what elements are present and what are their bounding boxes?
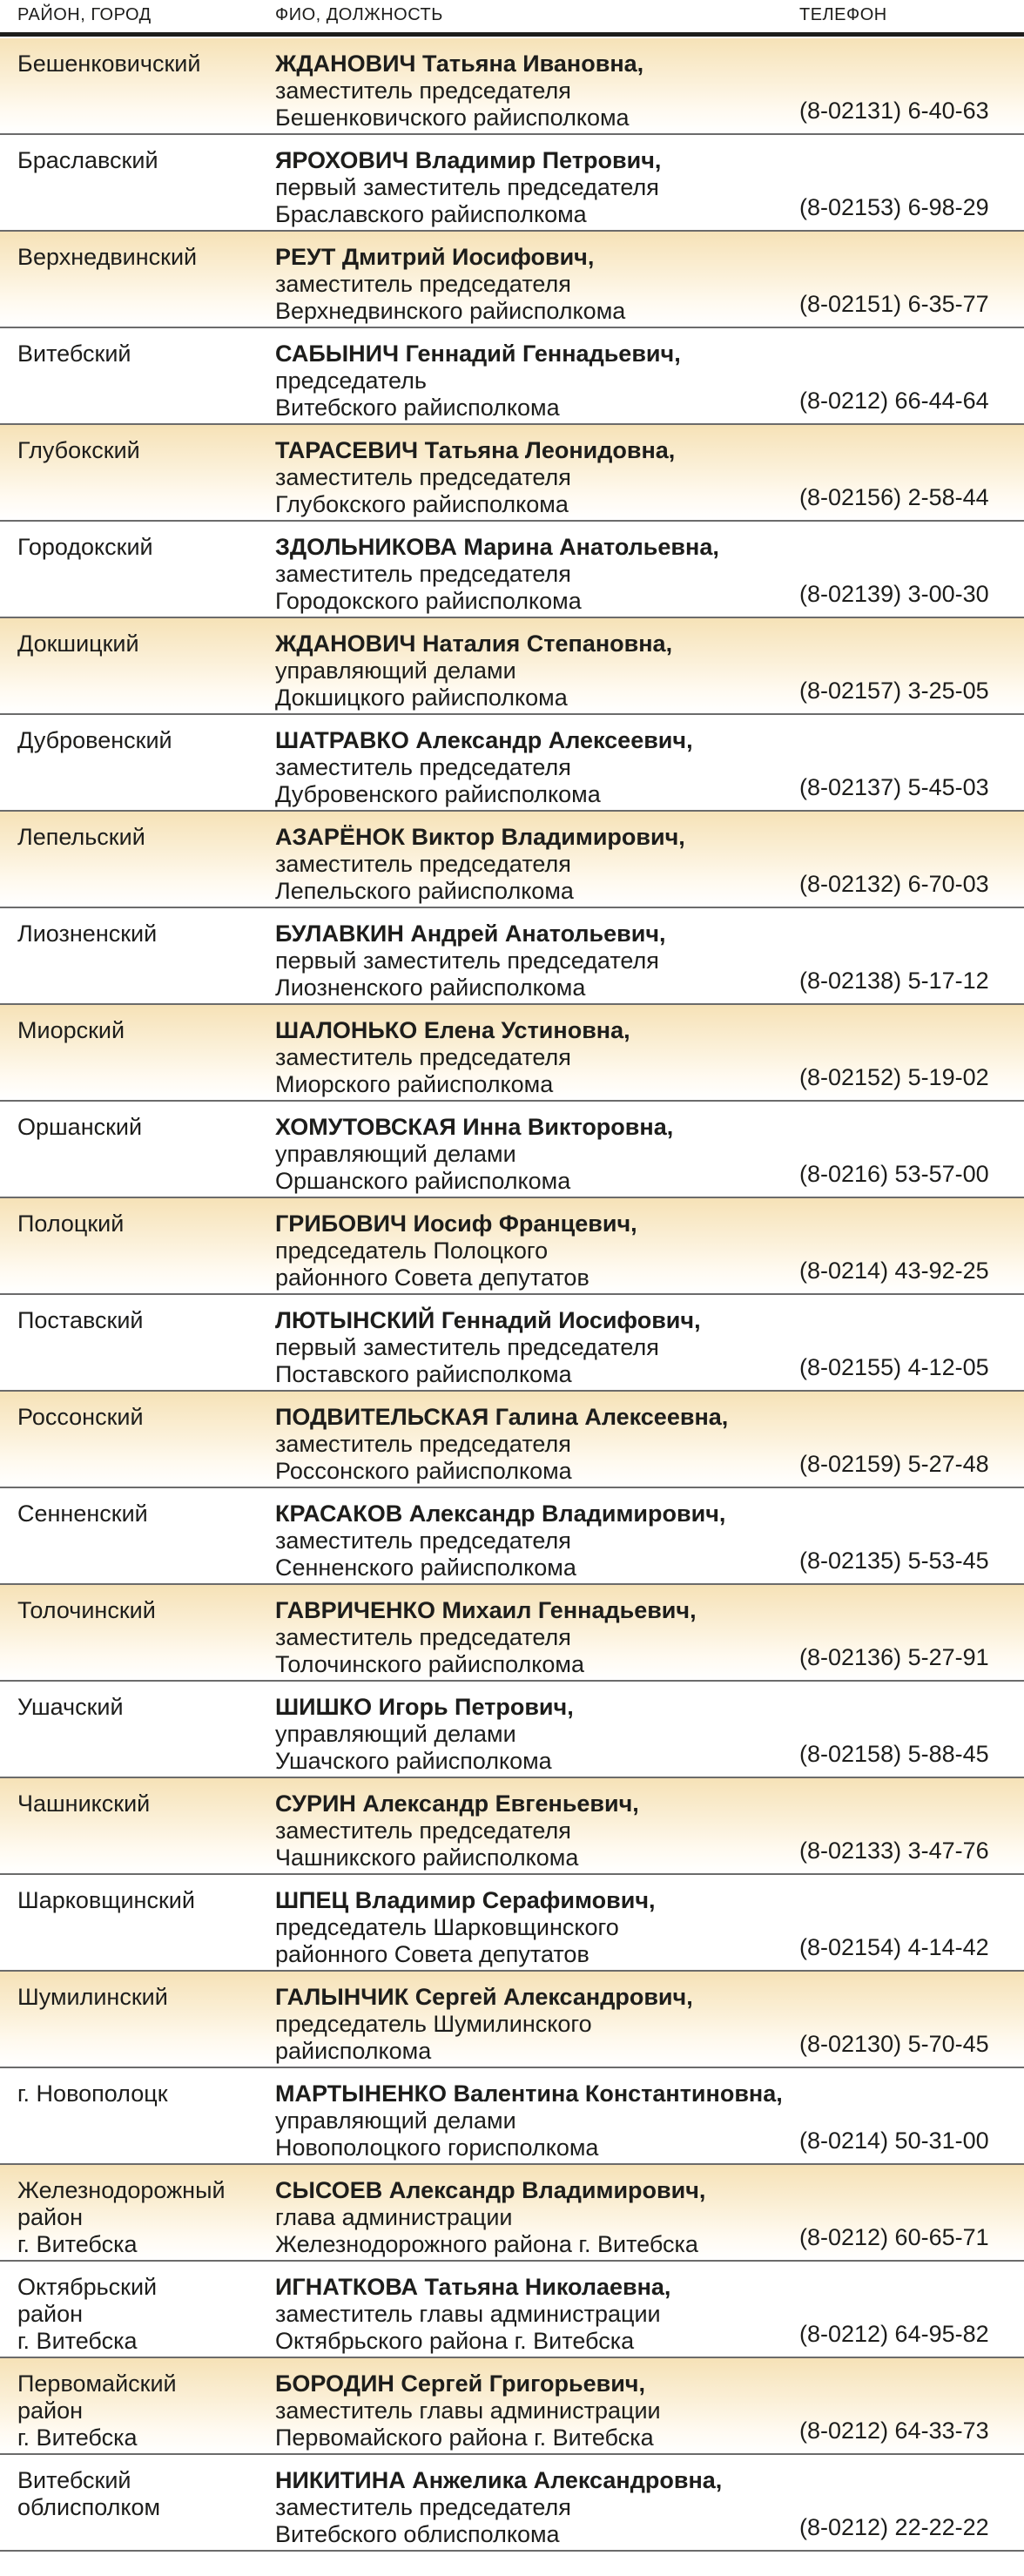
person-position: первый заместитель председателя Поставского райисполкома	[275, 1334, 659, 1387]
table-row	[0, 2165, 1024, 2262]
table-row	[0, 522, 1024, 618]
person-surname: ТАРАСЕВИЧ	[275, 437, 419, 463]
table-row	[0, 1585, 1024, 1682]
district-cell: Октябрьский район г. Витебска	[17, 2274, 158, 2354]
phone-cell: (8-02158) 5-88-45	[799, 1741, 989, 1767]
person-cell	[275, 824, 815, 905]
table-row	[0, 1295, 1024, 1392]
phone-cell: (8-0212) 22-22-22	[799, 2514, 989, 2540]
table-row	[0, 135, 1024, 232]
person-position: заместитель председателя Городокского райисполкома	[275, 561, 582, 614]
person-cell	[275, 1984, 815, 2065]
phone-cell: (8-02137) 5-45-03	[799, 774, 989, 800]
person-position: управляющий делами Оршанского райисполкома	[275, 1141, 571, 1194]
district-cell: Сенненский	[17, 1500, 148, 1527]
table-row	[0, 812, 1024, 908]
person-given-names: Анжелика Александровна,	[412, 2467, 723, 2493]
phone-cell: (8-0214) 50-31-00	[799, 2128, 989, 2154]
district-cell: Оршанский	[17, 1114, 143, 1140]
person-position: заместитель председателя Глубокского райисполкома	[275, 464, 571, 517]
phone-cell: (8-02151) 6-35-77	[799, 291, 989, 317]
district-cell: Докшицкий	[17, 631, 139, 657]
person-position: заместитель председателя Толочинского райисполкома	[275, 1624, 584, 1677]
district-cell: Чашникский	[17, 1790, 151, 1817]
person-surname: ПОДВИТЕЛЬСКАЯ	[275, 1404, 489, 1430]
phone-cell: (8-02154) 4-14-42	[799, 1934, 989, 1960]
person-given-names: Татьяна Леонидовна,	[424, 437, 676, 463]
person-given-names: Игорь Петрович,	[378, 1694, 574, 1720]
person-position: заместитель председателя Верхнедвинского райисполкома	[275, 271, 626, 324]
person-position: председатель Шумилинского райисполкома	[275, 2011, 592, 2064]
table-row	[0, 1488, 1024, 1585]
person-cell	[275, 1790, 815, 1871]
phone-cell: (8-0212) 66-44-64	[799, 388, 989, 414]
person-given-names: Дмитрий Иосифович,	[341, 244, 595, 270]
person-cell	[275, 1500, 815, 1581]
table-row	[0, 715, 1024, 812]
person-cell	[275, 920, 815, 1001]
person-position: управляющий делами Докшицкого райисполкома	[275, 657, 568, 711]
phone-cell: (8-02133) 3-47-76	[799, 1838, 989, 1864]
person-given-names: Инна Викторовна,	[462, 1114, 674, 1140]
table-row	[0, 1102, 1024, 1198]
person-surname: ГРИБОВИЧ	[275, 1210, 408, 1237]
person-cell	[275, 2177, 815, 2258]
person-surname: ЖДАНОВИЧ	[275, 51, 416, 77]
person-surname: ШИШКО	[275, 1694, 373, 1720]
district-cell: Витебский облисполком	[17, 2467, 161, 2520]
phone-cell: (8-0214) 43-92-25	[799, 1258, 989, 1284]
person-surname: ГАВРИЧЕНКО	[275, 1597, 435, 1623]
table-row	[0, 1778, 1024, 1875]
person-given-names: Геннадий Иосифович,	[441, 1307, 701, 1333]
district-cell: Витебский	[17, 341, 131, 367]
district-cell: Городокский	[17, 534, 153, 560]
person-cell	[275, 1210, 815, 1291]
person-position: первый заместитель председателя Лиозненского райисполкома	[275, 947, 659, 1001]
table-row	[0, 1875, 1024, 1972]
person-position: управляющий делами Ушачского райисполкома	[275, 1721, 552, 1774]
table-row	[0, 1682, 1024, 1778]
table-row	[0, 1005, 1024, 1102]
district-cell: Браславский	[17, 147, 158, 173]
person-position: председатель Полоцкого районного Совета депутатов	[275, 1237, 589, 1291]
person-position: управляющий делами Новополоцкого горисполкома	[275, 2107, 599, 2161]
person-surname: СУРИН	[275, 1790, 356, 1817]
person-cell	[275, 631, 815, 711]
person-surname: КРАСАКОВ	[275, 1500, 403, 1527]
person-position: заместитель председателя Чашникского райисполкома	[275, 1817, 579, 1871]
person-surname: ШАЛОНЬКО	[275, 1017, 418, 1043]
person-cell	[275, 244, 815, 325]
person-given-names: Владимир Серафимович,	[354, 1887, 656, 1913]
person-cell	[275, 2274, 815, 2355]
person-given-names: Валентина Константиновна,	[453, 2080, 783, 2107]
district-cell: Ушачский	[17, 1694, 124, 1720]
person-given-names: Елена Устиновна,	[423, 1017, 630, 1043]
person-given-names: Иосиф Францевич,	[413, 1210, 637, 1237]
person-cell	[275, 2467, 815, 2548]
person-position: заместитель председателя Бешенковичского райисполкома	[275, 78, 630, 131]
phone-cell: (8-0212) 64-33-73	[799, 2418, 989, 2444]
phone-cell: (8-02136) 5-27-91	[799, 1644, 989, 1670]
person-cell	[275, 1887, 815, 1968]
phone-cell: (8-02157) 3-25-05	[799, 678, 989, 704]
person-position: заместитель главы администрации Первомайского района г. Витебска	[275, 2397, 661, 2451]
person-surname: БОРОДИН	[275, 2370, 394, 2397]
phone-cell: (8-02139) 3-00-30	[799, 581, 989, 607]
table-header	[0, 0, 1024, 37]
phone-cell: (8-0212) 60-65-71	[799, 2224, 989, 2250]
person-cell	[275, 1017, 815, 1098]
person-cell	[275, 1597, 815, 1678]
district-cell: Шарковщинский	[17, 1887, 195, 1913]
table-row	[0, 2358, 1024, 2455]
district-cell: Шумилинский	[17, 1984, 168, 2010]
phone-cell: (8-02131) 6-40-63	[799, 98, 989, 124]
person-surname: САБЫНИЧ	[275, 341, 400, 367]
table-body	[0, 38, 1024, 2552]
phone-cell: (8-02153) 6-98-29	[799, 194, 989, 220]
header-district: РАЙОН, ГОРОД	[17, 5, 152, 24]
person-given-names: Александр Алексеевич,	[415, 727, 693, 753]
person-surname: АЗАРЁНОК	[275, 824, 405, 850]
district-cell: г. Новополоцк	[17, 2080, 168, 2107]
person-position: заместитель председателя Миорского райисполкома	[275, 1044, 571, 1097]
person-surname: ГАЛЫНЧИК	[275, 1984, 409, 2010]
person-given-names: Александр Владимирович,	[388, 2177, 706, 2203]
table-row	[0, 1972, 1024, 2068]
district-cell: Верхнедвинский	[17, 244, 198, 270]
district-cell: Железнодорожный район г. Витебска	[17, 2177, 226, 2257]
person-surname: БУЛАВКИН	[275, 920, 404, 947]
table-row	[0, 232, 1024, 328]
phone-cell: (8-02152) 5-19-02	[799, 1064, 989, 1090]
person-surname: МАРТЫНЕНКО	[275, 2080, 448, 2107]
table-row	[0, 38, 1024, 135]
person-surname: РЕУТ	[275, 244, 336, 270]
district-cell: Поставский	[17, 1307, 144, 1333]
person-position: заместитель председателя Сенненского райисполкома	[275, 1527, 576, 1581]
person-position: заместитель председателя Витебского облисполкома	[275, 2494, 571, 2547]
person-given-names: Татьяна Ивановна,	[422, 51, 644, 77]
district-cell: Полоцкий	[17, 1210, 125, 1237]
district-cell: Толочинский	[17, 1597, 156, 1623]
person-given-names: Галина Алексеевна,	[495, 1404, 729, 1430]
person-position: глава администрации Железнодорожного района г. Витебска	[275, 2204, 698, 2257]
person-given-names: Марина Анатольевна,	[463, 534, 719, 560]
table-row	[0, 328, 1024, 425]
person-position: председатель Шарковщинского районного Совета депутатов	[275, 1914, 619, 1967]
person-given-names: Сергей Григорьевич,	[401, 2370, 645, 2397]
district-cell: Дубровенский	[17, 727, 172, 753]
header-name: ФИО, ДОЛЖНОСТЬ	[275, 5, 443, 24]
person-surname: НИКИТИНА	[275, 2467, 406, 2493]
person-cell	[275, 2080, 815, 2161]
table-row	[0, 618, 1024, 715]
table-row	[0, 1392, 1024, 1488]
person-given-names: Владимир Петрович,	[414, 147, 662, 173]
person-surname: ИГНАТКОВА	[275, 2274, 418, 2300]
phone-cell: (8-02135) 5-53-45	[799, 1548, 989, 1574]
person-given-names: Наталия Степановна,	[422, 631, 673, 657]
person-given-names: Татьяна Николаевна,	[424, 2274, 671, 2300]
person-cell	[275, 1307, 815, 1388]
person-given-names: Виктор Владимирович,	[411, 824, 685, 850]
table-row	[0, 1198, 1024, 1295]
phone-cell: (8-0212) 64-95-82	[799, 2321, 989, 2347]
person-cell	[275, 727, 815, 808]
person-position: первый заместитель председателя Браславского райисполкома	[275, 174, 659, 227]
table-row	[0, 425, 1024, 522]
person-surname: ШПЕЦ	[275, 1887, 349, 1913]
person-given-names: Сергей Александрович,	[414, 1984, 693, 2010]
person-position: председатель Витебского райисполкома	[275, 368, 560, 421]
person-surname: ХОМУТОВСКАЯ	[275, 1114, 456, 1140]
phone-cell: (8-02130) 5-70-45	[799, 2031, 989, 2057]
district-cell: Первомайский район г. Витебска	[17, 2370, 177, 2451]
person-surname: ШАТРАВКО	[275, 727, 409, 753]
person-cell	[275, 1404, 815, 1485]
person-given-names: Александр Евгеньевич,	[362, 1790, 639, 1817]
header-phone: ТЕЛЕФОН	[799, 5, 887, 24]
district-cell: Россонский	[17, 1404, 144, 1430]
person-surname: ЯРОХОВИЧ	[275, 147, 409, 173]
table-row	[0, 2068, 1024, 2165]
person-cell	[275, 147, 815, 228]
phone-cell: (8-02159) 5-27-48	[799, 1451, 989, 1477]
person-cell	[275, 1114, 815, 1195]
person-surname: ЛЮТЫНСКИЙ	[275, 1307, 435, 1333]
phone-cell: (8-02138) 5-17-12	[799, 968, 989, 994]
person-position: заместитель председателя Россонского райисполкома	[275, 1431, 572, 1484]
person-surname: ЖДАНОВИЧ	[275, 631, 416, 657]
person-cell	[275, 2370, 815, 2451]
table-row	[0, 908, 1024, 1005]
person-position: заместитель главы администрации Октябрьского района г. Витебска	[275, 2301, 661, 2354]
phone-cell: (8-02132) 6-70-03	[799, 871, 989, 897]
person-given-names: Геннадий Геннадьевич,	[405, 341, 681, 367]
district-cell: Лепельский	[17, 824, 145, 850]
person-position: заместитель председателя Лепельского райисполкома	[275, 851, 574, 904]
district-cell: Миорский	[17, 1017, 125, 1043]
person-cell	[275, 534, 815, 615]
table-row	[0, 2262, 1024, 2358]
person-given-names: Александр Владимирович,	[408, 1500, 726, 1527]
person-cell	[275, 341, 815, 421]
person-position: заместитель председателя Дубровенского райисполкома	[275, 754, 601, 807]
district-cell: Лиозненский	[17, 920, 158, 947]
person-surname: СЫСОЕВ	[275, 2177, 383, 2203]
table-row	[0, 2455, 1024, 2552]
phone-cell: (8-0216) 53-57-00	[799, 1161, 989, 1187]
person-cell	[275, 1694, 815, 1775]
phone-cell: (8-02155) 4-12-05	[799, 1354, 989, 1380]
person-cell	[275, 437, 815, 518]
person-surname: ЗДОЛЬНИКОВА	[275, 534, 457, 560]
district-cell: Глубокский	[17, 437, 140, 463]
district-cell: Бешенковичский	[17, 51, 201, 77]
person-cell	[275, 51, 815, 131]
person-given-names: Андрей Анатольевич,	[410, 920, 666, 947]
person-given-names: Михаил Геннадьевич,	[441, 1597, 697, 1623]
phone-cell: (8-02156) 2-58-44	[799, 484, 989, 510]
